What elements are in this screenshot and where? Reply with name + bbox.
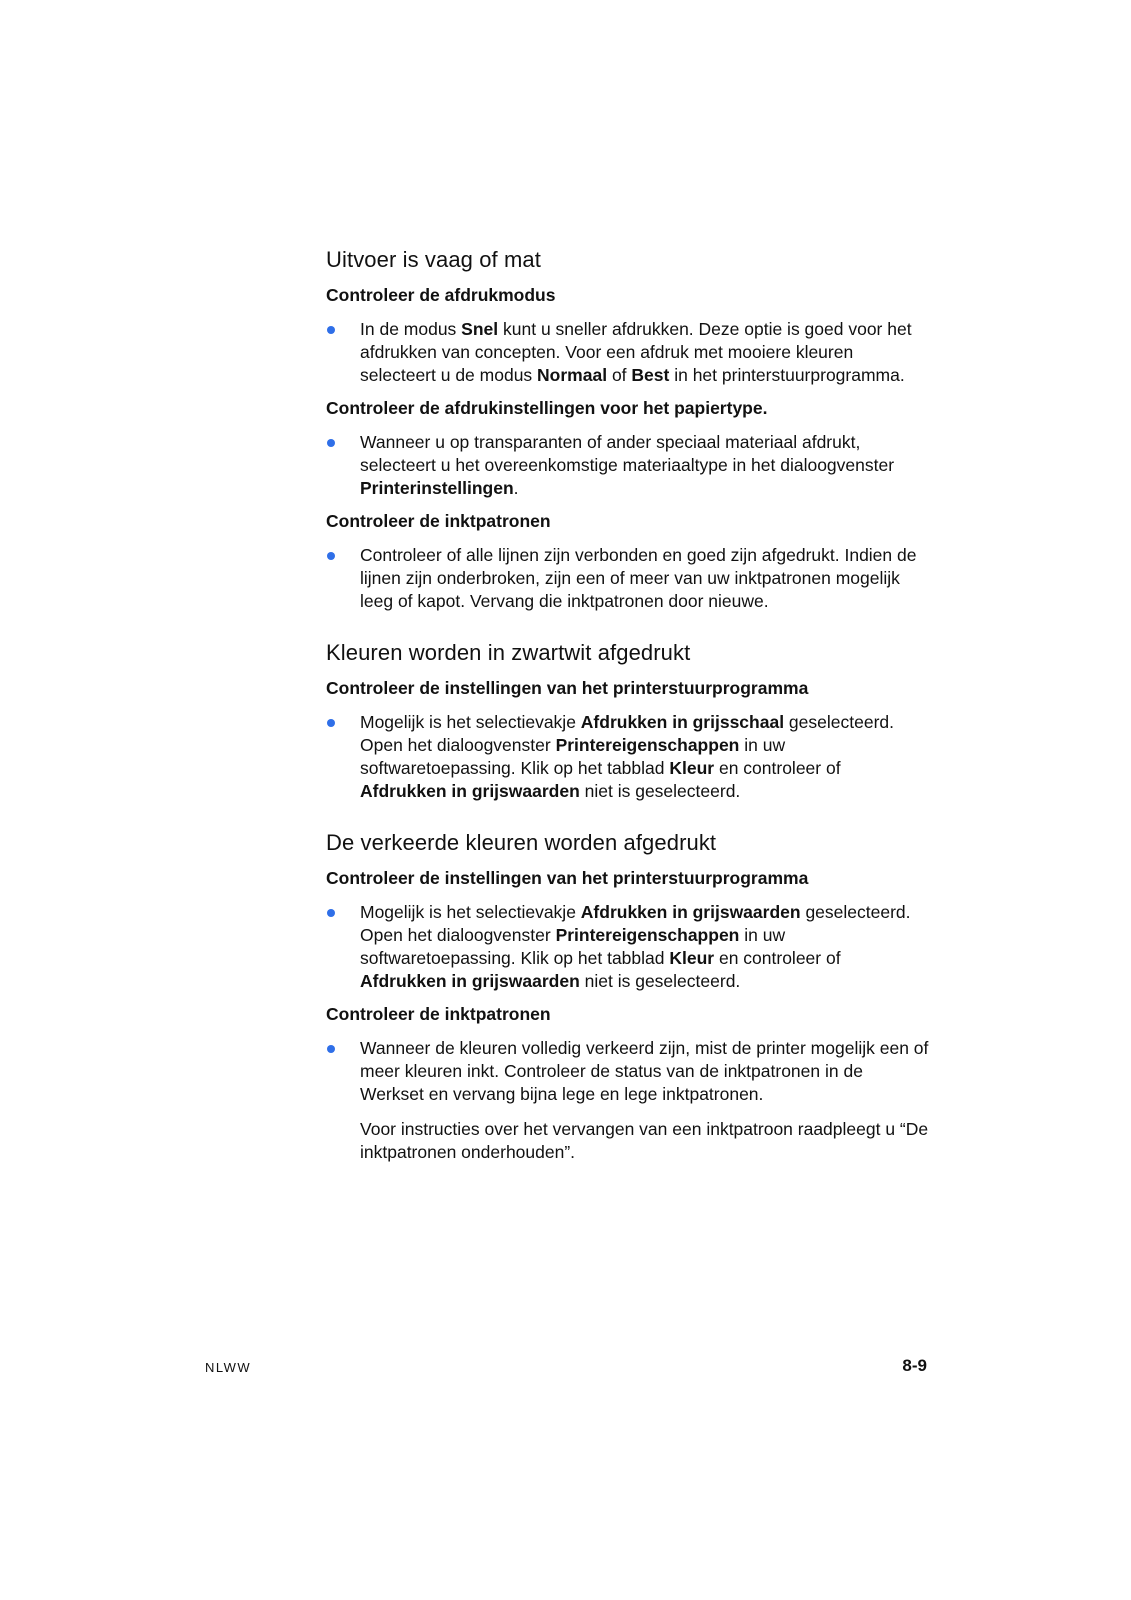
text-run: Wanneer de kleuren volledig verkeerd zijn, mist de printer mogelijk een of meer kleuren inkt. Controleer de status van de inktpatronen in de Werkset en vervang bijna lege en lege inktpatronen. bbox=[360, 1038, 929, 1104]
bullet-dot-icon bbox=[327, 552, 335, 560]
text-run: Mogelijk is het selectievakje bbox=[360, 902, 581, 922]
text-run: in het printerstuurprogramma. bbox=[669, 365, 905, 385]
text-run: Wanneer u op transparanten of ander speciaal materiaal afdrukt, selecteert u het overeenkomstige materiaaltype in het dialoogvenster bbox=[360, 432, 895, 475]
bold-term: Best bbox=[631, 365, 670, 385]
bold-term: Printereigenschappen bbox=[555, 925, 740, 945]
bold-term: Kleur bbox=[669, 948, 715, 968]
section-title: De verkeerde kleuren worden afgedrukt bbox=[326, 830, 717, 855]
bullet-dot-icon bbox=[327, 719, 335, 727]
bold-term: Normaal bbox=[537, 365, 608, 385]
bold-term: Afdrukken in grijsschaal bbox=[580, 712, 785, 732]
bullet-item bbox=[326, 711, 930, 803]
bullet-item bbox=[326, 431, 930, 500]
bullet-dot-icon bbox=[327, 439, 335, 447]
bullet-dot-icon bbox=[327, 909, 335, 917]
bold-term: Printereigenschappen bbox=[555, 735, 740, 755]
text-run: kunt u sneller afdrukken. Deze optie is goed voor het afdrukken van concepten. Voor een afdruk met mooiere kleuren selecteert u de modus bbox=[360, 319, 912, 385]
text-run: in uw softwaretoepassing. Klik op het tabblad bbox=[360, 925, 786, 968]
note-paragraph: Voor instructies over het vervangen van een inktpatroon raadpleegt u “De inktpatronen onderhouden”. bbox=[360, 1119, 929, 1162]
bullet-item bbox=[326, 1037, 930, 1106]
text-run: Mogelijk is het selectievakje bbox=[360, 712, 581, 732]
text-run: In de modus bbox=[360, 319, 462, 339]
text-run: geselecteerd. Open het dialoogvenster bbox=[360, 712, 894, 755]
text-run: niet is geselecteerd. bbox=[579, 781, 741, 801]
text-run: of bbox=[607, 365, 632, 385]
bullet-item bbox=[326, 544, 930, 613]
text-run: . bbox=[513, 478, 519, 498]
bullet-item bbox=[326, 901, 930, 993]
bold-term: Kleur bbox=[669, 758, 715, 778]
subsection-heading: Controleer de afdrukinstellingen voor het papiertype. bbox=[326, 398, 768, 418]
text-run: Controleer of alle lijnen zijn verbonden en goed zijn afgedrukt. Indien de lijnen zijn onderbroken, zijn een of meer van uw inktpatronen mogelijk leeg of kapot. Vervang die inktpatronen door nieuwe. bbox=[360, 545, 917, 611]
text-run: in uw softwaretoepassing. Klik op het tabblad bbox=[360, 735, 786, 778]
text-run: en controleer of bbox=[714, 948, 841, 968]
section-title: Uitvoer is vaag of mat bbox=[326, 247, 541, 272]
page-number: 8-9 bbox=[902, 1356, 927, 1375]
text-run: niet is geselecteerd. bbox=[579, 971, 741, 991]
section-title: Kleuren worden in zwartwit afgedrukt bbox=[326, 640, 691, 665]
bullet-item bbox=[326, 318, 930, 387]
subsection-heading: Controleer de inktpatronen bbox=[326, 1004, 551, 1024]
bold-term: Afdrukken in grijswaarden bbox=[360, 781, 580, 801]
subsection-heading: Controleer de afdrukmodus bbox=[326, 285, 556, 305]
bold-term: Afdrukken in grijswaarden bbox=[360, 971, 580, 991]
bold-term: Snel bbox=[461, 319, 499, 339]
bold-term: Printerinstellingen bbox=[360, 478, 514, 498]
text-run: en controleer of bbox=[714, 758, 841, 778]
page-content bbox=[326, 246, 930, 1164]
bullet-dot-icon bbox=[327, 1045, 335, 1053]
subsection-heading: Controleer de inktpatronen bbox=[326, 511, 551, 531]
footer-label: NLWW bbox=[205, 1360, 252, 1375]
subsection-heading: Controleer de instellingen van het printerstuurprogramma bbox=[326, 868, 809, 888]
bold-term: Afdrukken in grijswaarden bbox=[580, 902, 801, 922]
text-run: geselecteerd. Open het dialoogvenster bbox=[360, 902, 911, 945]
subsection-heading: Controleer de instellingen van het printerstuurprogramma bbox=[326, 678, 809, 698]
bullet-dot-icon bbox=[327, 326, 335, 334]
